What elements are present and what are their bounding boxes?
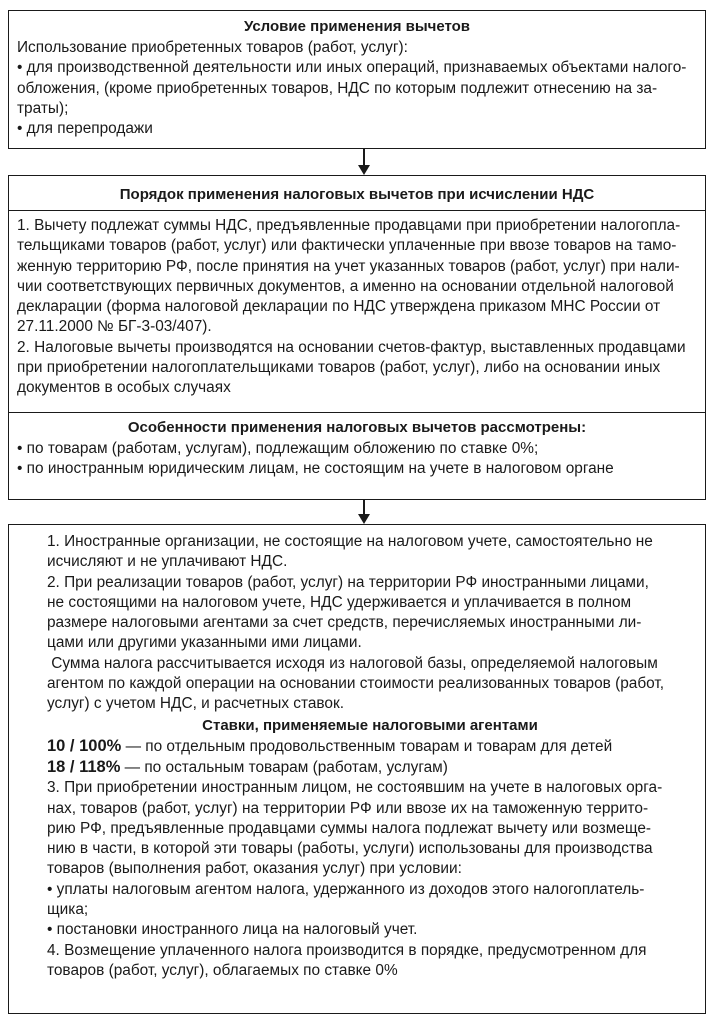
text-line: агентом по каждой операции на основании стоимости реализованных товаров (работ, xyxy=(47,675,664,693)
text-line: рию РФ, предъявленные продавцами суммы налога подлежат вычету или возмеще- xyxy=(47,819,652,837)
text-line: 2. Налоговые вычеты производятся на основании счетов-фактур, выставленных продавцами xyxy=(17,338,686,356)
text-line: не состоящими на налоговом учете, НДС удерживается и уплачивается в полном xyxy=(47,593,632,611)
foreign-text-b xyxy=(47,778,693,981)
arrow-down-icon xyxy=(358,149,370,175)
text-line: услуг) с учетом НДС, и расчетных ставок. xyxy=(47,695,345,713)
rates-list xyxy=(47,736,693,779)
text-line: нию в части, в которой эти товары (работы, услуги) использованы для производства xyxy=(47,840,653,858)
text-line: тельщиками товаров (работ, услуг) или фактически уплаченные при ввозе товаров на тамо- xyxy=(17,237,677,255)
text-line: цами или другими указанными ими лицами. xyxy=(47,634,362,652)
text-line: Сумма налога рассчитывается исходя из налоговой базы, определяемой налоговым xyxy=(47,654,658,672)
rate-row xyxy=(47,736,693,757)
rates-title: Ставки, применяемые налоговыми агентами xyxy=(202,716,538,734)
text-line: документов в особых случаях xyxy=(17,379,231,397)
procedure-text xyxy=(9,211,705,412)
foreign-text-a xyxy=(47,532,693,715)
features-title: Особенности применения налоговых вычетов рассмотрены: xyxy=(127,419,587,436)
text-line: • по товарам (работам, услугам), подлежащим обложению по ставке 0%; xyxy=(17,440,539,457)
text-line: • постановки иностранного лица на налоговый учет. xyxy=(47,921,418,939)
rate-value: 18 / 118% xyxy=(47,757,121,776)
text-line: 1. Иностранные организации, не состоящие на налоговом учете, самостоятельно не xyxy=(47,533,653,550)
text-line: женную территорию РФ, после принятия на учет указанных товаров (работ, услуг) при нали- xyxy=(17,257,680,275)
text-line: • по иностранным юридическим лицам, не состоящим на учете в налоговом органе xyxy=(17,460,614,478)
text-line: 3. При приобретении иностранным лицом, не состоявшим на учете в налоговых орга- xyxy=(47,779,663,797)
text-line: 27.11.2000 № БГ-3-03/407). xyxy=(17,318,212,336)
features-text xyxy=(17,439,697,480)
rate-row xyxy=(47,757,693,778)
condition-box xyxy=(8,10,706,149)
text-line: при приобретении налогоплательщиками товаров (работ, услуг), либо на основании иных xyxy=(17,359,661,377)
rate-value: 10 / 100% xyxy=(47,736,122,755)
text-line: Использование приобретенных товаров (работ, услуг): xyxy=(17,39,408,56)
text-line: товаров (работ, услуг), облагаемых по ставке 0% xyxy=(47,961,398,979)
text-line: обложения, (кроме приобретенных товаров, НДС по которым подлежит отнесению на за- xyxy=(17,79,658,97)
text-line: нах, товаров (работ, услуг) на территории РФ или ввозе их на таможенную террито- xyxy=(47,799,649,817)
foreign-entities-box xyxy=(8,524,706,1014)
condition-text xyxy=(17,38,697,139)
text-line: декларации (форма налоговой декларации по НДС утверждена приказом МНС России от xyxy=(17,298,661,316)
text-line: траты); xyxy=(17,99,69,117)
text-line: 2. При реализации товаров (работ, услуг) на территории РФ иностранными лицами, xyxy=(47,573,649,591)
text-line: 4. Возмещение уплаченного налога производится в порядке, предусмотренном для xyxy=(47,941,647,959)
rate-text: — по остальным товарам (работам, услугам) xyxy=(120,758,448,776)
text-line: чии соответствующих первичных документов, а именно на основании отдельной налоговой xyxy=(17,277,674,295)
text-line: 1. Вычету подлежат суммы НДС, предъявленные продавцами при приобретении налогопла- xyxy=(17,217,681,234)
text-line: размере налоговыми агентами за счет средств, перечисляемых иностранными ли- xyxy=(47,614,642,632)
text-line: • уплаты налоговым агентом налога, удержанного из доходов этого налогоплатель- xyxy=(47,880,645,898)
procedure-title: Порядок применения налоговых вычетов при исчислении НДС xyxy=(119,186,595,203)
condition-title: Условие применения вычетов xyxy=(243,18,471,35)
text-line: товаров (выполнения работ, оказания услуг) при условии: xyxy=(47,860,462,878)
text-line: • для перепродажи xyxy=(17,120,153,138)
text-line: исчисляют и не уплачивают НДС. xyxy=(47,553,288,571)
text-line: • для производственной деятельности или иных операций, признаваемых объектами налого- xyxy=(17,59,687,77)
rate-text: — по отдельным продовольственным товарам и товарам для детей xyxy=(121,737,613,755)
arrow-down-icon xyxy=(358,500,370,524)
procedure-box xyxy=(8,175,706,500)
text-line: щика; xyxy=(47,901,89,919)
